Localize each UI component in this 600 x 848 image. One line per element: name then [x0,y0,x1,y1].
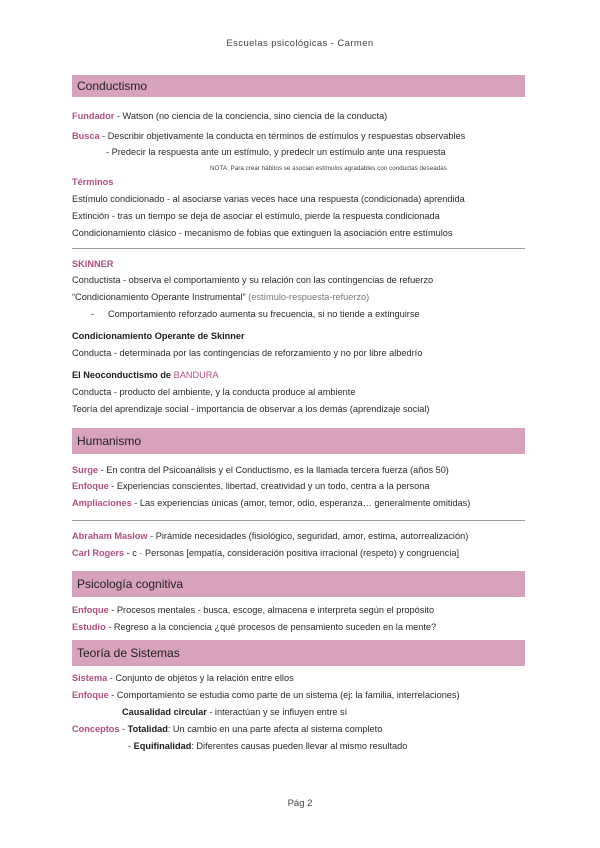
skinner-bullet-dash: - [91,309,95,319]
sistemas-enfoque-line [72,689,460,701]
termino-item: Extinción - tras un tiempo se deja de asociar el estímulo, pierde la respuesta condicionada [72,211,440,221]
neo-line-1: Conducta - producto del ambiente, y la conducta produce al ambiente [72,387,356,397]
skinner-heading [72,258,113,270]
termino-item: Estímulo condicionado - al asociarse varias veces hace una respuesta (condicionada) aprendida [72,194,465,204]
causalidad-line [122,706,347,718]
fundador-text: - Watson (no ciencia de la conciencia, sino ciencia de la conducta) [114,111,388,121]
estimulo-respuesta-refuerzo: (estímulo-respuesta-refuerzo) [245,292,370,302]
surge-label: Surge [72,465,99,475]
section-cognitiva-header: Psicología cognitiva [72,571,525,597]
sistema-line [72,672,294,684]
totalidad-text: : Un cambio en una parte afecta al sistema completo [167,724,383,734]
skinner-line-1: Conductista - observa el comportamiento y su relación con las contingencias de refuerzo [72,275,434,285]
sistema-label: Sistema [72,673,108,683]
causalidad-text: - interactúan y se influyen entre sí [206,707,348,717]
sistemas-enfoque-text: - Comportamiento se estudia como parte de un sistema (ej: la familia, interrelaciones) [108,690,460,700]
neo-line-2: Teoría del aprendizaje social - importancia de observar a los demás (aprendizaje social) [72,404,430,414]
skinner-line-2 [72,291,369,303]
busca-line-2: - Predecir la respuesta ante un estímulo, y predecir un estímulo ante una respuesta [106,147,446,157]
neoconductismo-title-text: El Neoconductismo de [72,370,174,380]
neoconductismo-title [72,369,219,381]
ampliaciones-text: - Las experiencias únicas (amor, temor, odio, esperanza… generalmente omitidas) [131,498,471,508]
ampliaciones-label: Ampliaciones [72,498,132,508]
sistemas-enfoque-label: Enfoque [72,690,109,700]
surge-text: - En contra del Psicoanálisis y el Conductismo, es la llamada tercera fuerza (años 50) [98,465,449,475]
rogers-line [72,547,459,559]
skinner-label: SKINNER [72,259,114,269]
section-humanismo-header: Humanismo [72,428,525,454]
totalidad-prefix: - [119,724,128,734]
page-header: Escuelas psicológicas - Carmen [226,38,374,49]
cognitiva-enfoque-line [72,604,434,616]
equifinalidad-line [128,740,407,752]
enfoque-line [72,480,429,492]
cognitiva-enfoque-text: - Procesos mentales - busca, escoge, almacena e interpreta según el propósito [108,605,435,615]
estudio-text: - Regreso a la conciencia ¿qué procesos de pensamiento suceden en la mente? [105,622,437,632]
estudio-label: Estudio [72,622,106,632]
operante-instrumental: “Condicionamiento Operante Instrumental” [72,292,246,302]
terminos-label [72,176,113,188]
conceptos-label: Conceptos [72,724,120,734]
estudio-line [72,621,436,633]
rogers-label: Carl Rogers [72,548,125,558]
maslow-label: Abraham Maslow [72,531,148,541]
equifinalidad-bold: Equifinalidad [133,741,192,751]
nota: NOTA: Para crear hábitos se asocian estímulos agradables con conductas deseadas [210,165,447,172]
causalidad-bold: Causalidad circular [122,707,207,717]
page-footer: Pág 2 [287,798,313,809]
busca-text: - Describir objetivamente la conducta en términos de estímulos y respuestas observables [99,131,466,141]
enfoque-label: Enfoque [72,481,109,491]
conceptos-line [72,723,382,735]
busca-line [72,130,465,142]
ampliaciones-line [72,497,470,509]
divider [72,248,525,249]
termino-item: Condicionamiento clásico - mecanismo de fobias que extinguen la asociación entre estímulos [72,228,453,238]
fundador-line [72,110,387,122]
divider [72,520,525,521]
sistema-text: - Conjunto de objetos y la relación entre ellos [107,673,294,683]
rogers-text: - c · Personas [empatía, consideración positiva irracional (respeto) y congruencia] [124,548,460,558]
totalidad-bold: Totalidad [127,724,168,734]
fundador-label: Fundador [72,111,115,121]
maslow-text: - Pirámide necesidades (fisiológico, seguridad, amor, estima, autorrealización) [147,531,469,541]
equifinalidad-text: : Diferentes causas pueden llevar al mismo resultado [191,741,408,751]
bandura-label: BANDURA [173,370,219,380]
busca-label: Busca [72,131,100,141]
enfoque-text: - Experiencias conscientes, libertad, creatividad y un todo, centra a la persona [108,481,430,491]
section-conductismo-header: Conductismo [72,75,525,97]
section-sistemas-header: Teoría de Sistemas [72,640,525,666]
surge-line [72,464,449,476]
terminos-label-text: Términos [72,177,114,187]
operante-text: Conducta - determinada por las contingencias de reforzamiento y no por libre albedrío [72,348,423,358]
operante-title: Condicionamiento Operante de Skinner [72,331,245,341]
cognitiva-enfoque-label: Enfoque [72,605,109,615]
skinner-bullet: Comportamiento reforzado aumenta su frecuencia, si no tiende a extinguirse [108,309,420,319]
equifinalidad-prefix: - [128,741,134,751]
maslow-line [72,530,468,542]
